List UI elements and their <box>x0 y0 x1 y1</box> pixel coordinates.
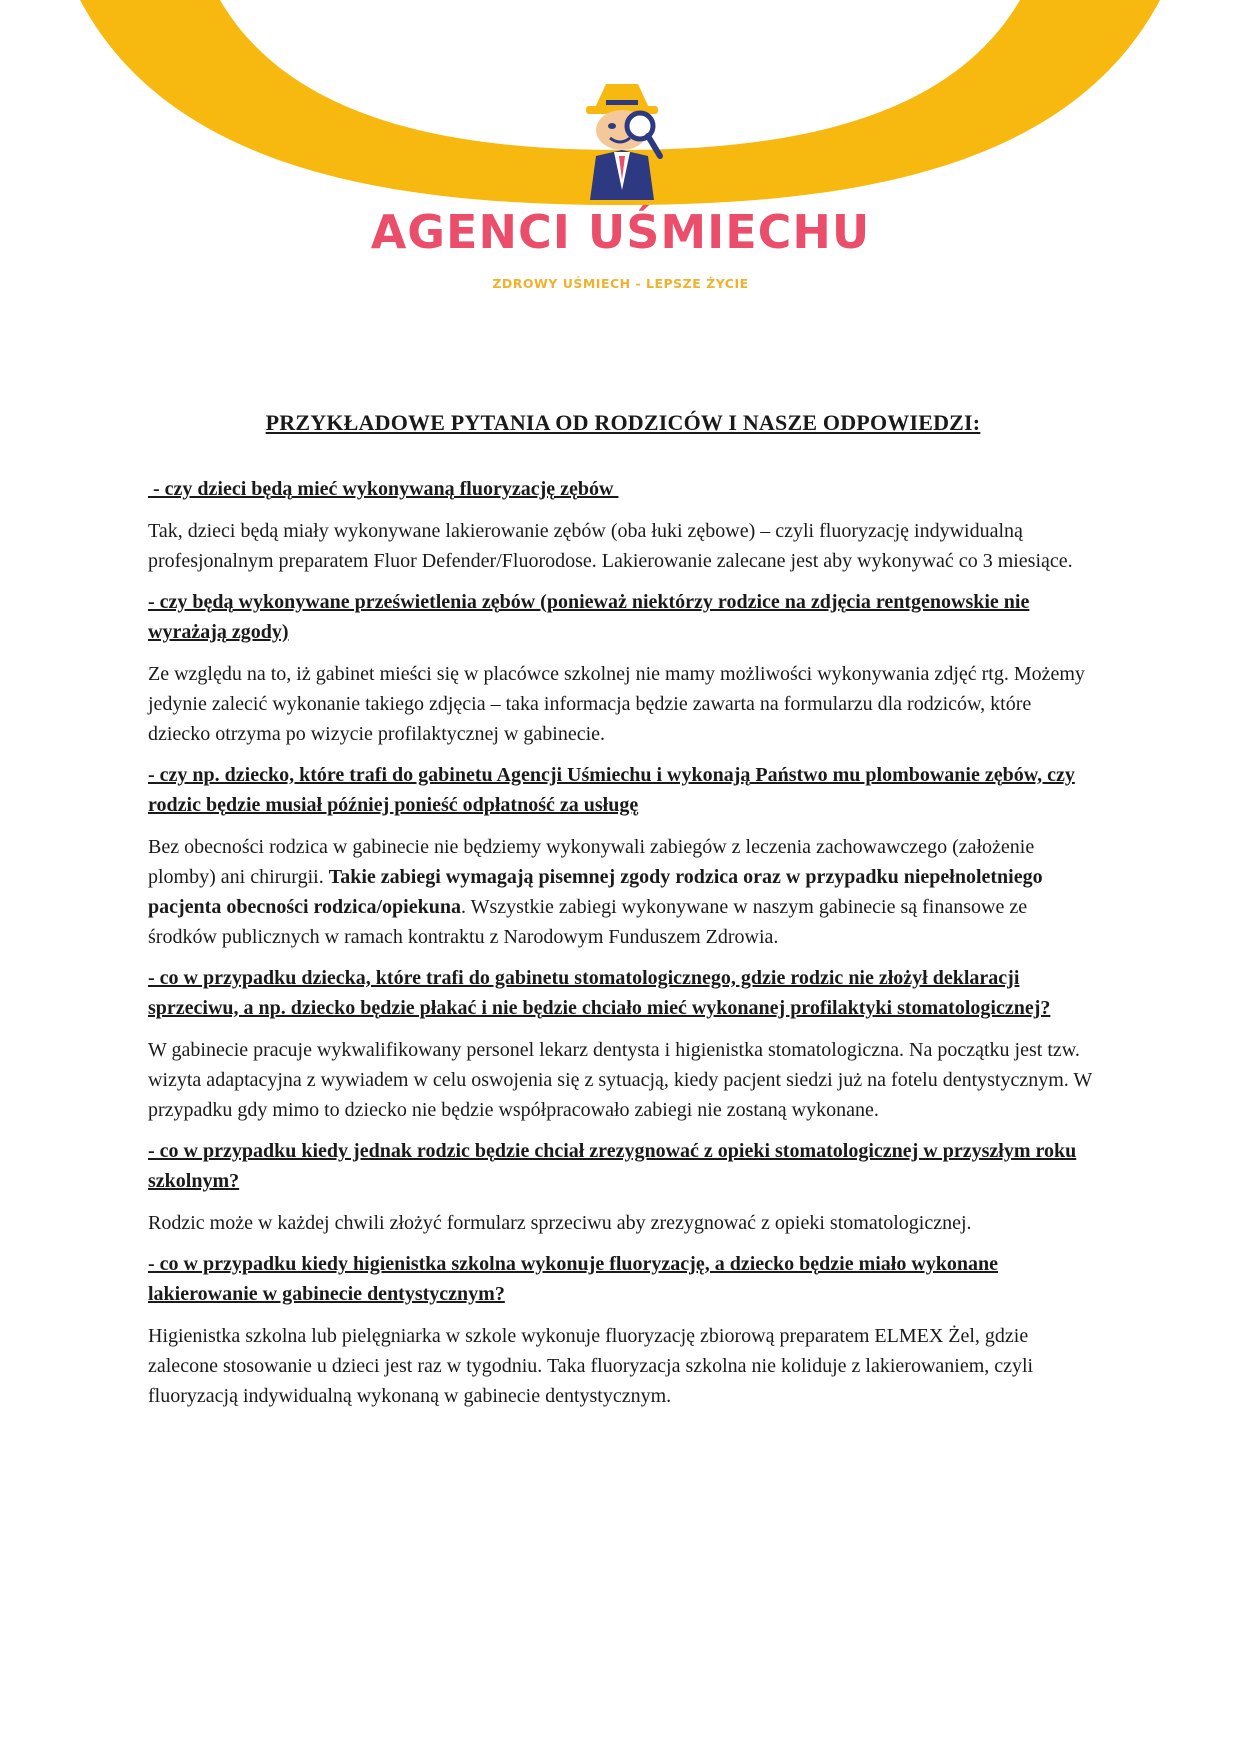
faq-answer-3-part1: Bez obecności rodzica w gabinecie nie będziemy wykonywali zabiegów z leczenia zachowawczego (założenie plomby) ani chirurgii. <box>148 836 1035 888</box>
faq-document <box>148 410 1098 1422</box>
faq-answer-3 <box>148 832 1098 952</box>
brand-name: AGENCI UŚMIECHU <box>370 205 871 259</box>
faq-question-3: - czy np. dziecko, które trafi do gabinetu Agencji Uśmiechu i wykonają Państwo mu plombowanie zębów, czy rodzic będzie musiał później ponieść odpłatność za usługę <box>148 764 1075 816</box>
faq-answer-2: Ze względu na to, iż gabinet mieści się w placówce szkolnej nie mamy możliwości wykonywania zdjęć rtg. Możemy jedynie zalecić wykonanie takiego zdjęcia – taka informacja będzie zawarta na formularzu dla rodziców, które dziecko otrzyma po wizycie profilaktycznej w gabinecie. <box>148 663 1085 745</box>
faq-question-5: - co w przypadku kiedy jednak rodzic będzie chciał zrezygnować z opieki stomatologicznej w przyszłym roku szkolnym? <box>148 1140 1077 1192</box>
faq-answer-5: Rodzic może w każdej chwili złożyć formularz sprzeciwu aby zrezygnować z opieki stomatologicznej. <box>148 1212 972 1234</box>
faq-question-6: - co w przypadku kiedy higienistka szkolna wykonuje fluoryzację, a dziecko będzie miało wykonane lakierowanie w gabinecie dentystycznym? <box>148 1253 999 1305</box>
faq-question-4: - co w przypadku dziecka, które trafi do gabinetu stomatologicznego, gdzie rodzic nie złożył deklaracji sprzeciwu, a np. dziecko będzie płakać i nie będzie chciało mieć wykonanej profilaktyki stomatologicznej? <box>148 967 1051 1019</box>
detective-magnifier-icon <box>556 80 686 200</box>
logo <box>0 80 1241 291</box>
faq-question-2: - czy będą wykonywane prześwietlenia zębów (ponieważ niektórzy rodzice na zdjęcia rentgenowskie nie wyrażają zgody) <box>148 591 1030 643</box>
faq-answer-4: W gabinecie pracuje wykwalifikowany personel lekarz dentysta i higienistka stomatologiczna. Na początku jest tzw. wizyta adaptacyjna z wywiadem w celu oswojenia się z sytuacją, kiedy pacjent siedzi już na fotelu dentystycznym. W przypadku gdy mimo to dziecko nie będzie współpracowało zabiegi nie zostaną wykonane. <box>148 1039 1092 1121</box>
page-title: PRZYKŁADOWE PYTANIA OD RODZICÓW I NASZE ODPOWIEDZI: <box>265 410 981 435</box>
faq-answer-3-emphasis: Takie zabiegi wymagają pisemnej zgody rodzica oraz w przypadku niepełnoletniego pacjenta obecności rodzica/opiekuna <box>148 866 1043 918</box>
faq-answer-1: Tak, dzieci będą miały wykonywane lakierowanie zębów (oba łuki zębowe) – czyli fluoryzację indywidualną profesjonalnym preparatem Fluor Defender/Fluorodose. Lakierowanie zalecane jest aby wykonywać co 3 miesiące. <box>148 520 1073 572</box>
brand-tagline: ZDROWY UŚMIECH - LEPSZE ŻYCIE <box>492 276 749 291</box>
faq-answer-6: Higienistka szkolna lub pielęgniarka w szkole wykonuje fluoryzację zbiorową preparatem ELMEX Żel, gdzie zalecone stosowanie u dzieci jest raz w tygodniu. Taka fluoryzacja szkolna nie koliduje z lakierowaniem, czyli fluoryzacją indywidualną wykonaną w gabinecie dentystycznym. <box>148 1325 1034 1407</box>
faq-question-1: - czy dzieci będą mieć wykonywaną fluoryzację zębów <box>148 478 619 500</box>
faq-answer-3-part2: . Wszystkie zabiegi wykonywane w naszym gabinecie są finansowe ze środków publicznych w ramach kontraktu z Narodowym Funduszem Zdrowia. <box>148 896 1028 948</box>
